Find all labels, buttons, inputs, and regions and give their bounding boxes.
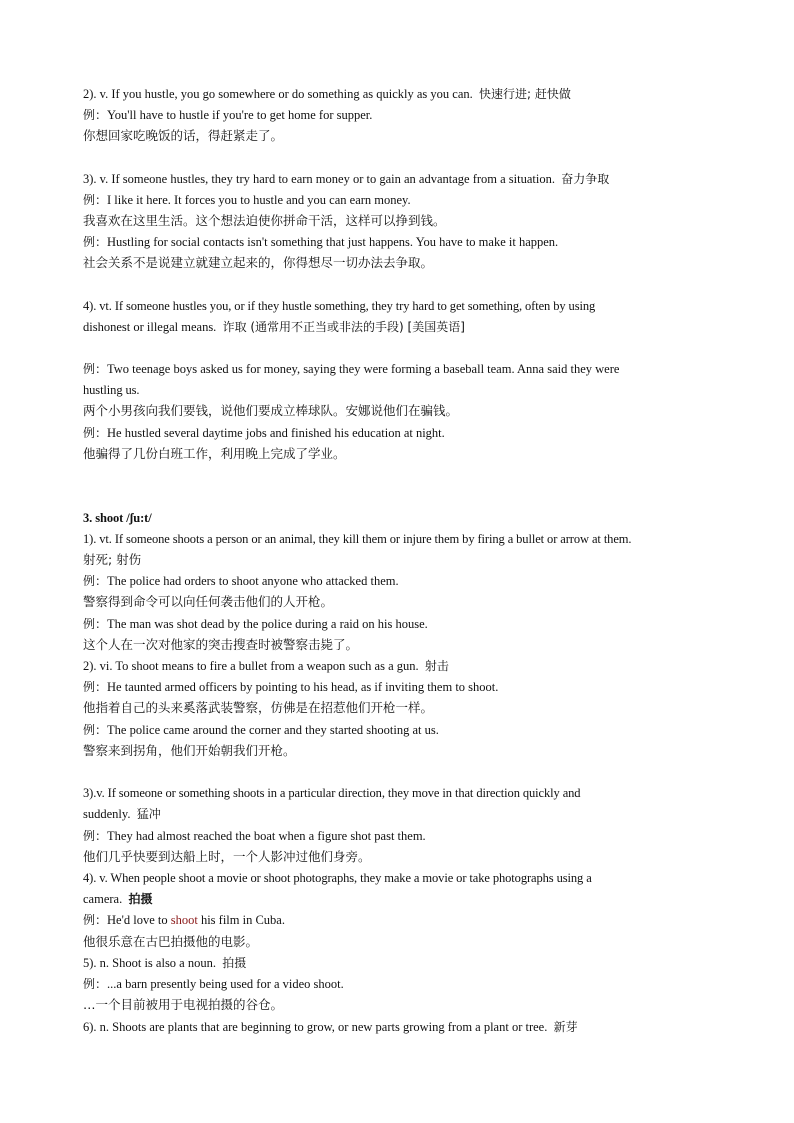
example-zh: 他指着自己的头来奚落武装警察，仿佛是在招惹他们开枪一样。	[83, 700, 434, 715]
definition-en: 4). v. When people shoot a movie or shoot photographs, they make a movie or take photographs using a	[83, 871, 592, 885]
definition-zh: 奋力争取	[561, 172, 610, 186]
definition-zh: 诈取 (通常用不正当或非法的手段) [美国英语]	[222, 320, 465, 334]
definition-zh: 射击	[424, 659, 449, 673]
definition-en: dishonest or illegal means.	[83, 320, 217, 334]
definition-line	[83, 318, 465, 336]
example-en: Two teenage boys asked us for money, saying they were forming a baseball team. Anna said they were	[107, 362, 620, 376]
definition-line	[83, 657, 449, 675]
example-en: hustling us.	[83, 383, 140, 397]
example-label: 例：	[83, 977, 108, 991]
example-label: 例：	[83, 362, 108, 376]
example-line	[83, 721, 439, 739]
example-en: They had almost reached the boat when a figure shot past them.	[107, 829, 426, 843]
example-line	[83, 615, 428, 633]
definition-zh: 拍摄	[222, 956, 247, 970]
definition-line	[83, 890, 152, 908]
definition-zh: 快速行进; 赶快做	[479, 87, 571, 101]
example-label: 例：	[83, 680, 108, 694]
definition-en: 2). vi. To shoot means to fire a bullet from a weapon such as a gun.	[83, 659, 419, 673]
example-en: He hustled several daytime jobs and finished his education at night.	[107, 426, 445, 440]
example-zh: 警察得到命令可以向任何袭击他们的人开枪。	[83, 594, 334, 609]
example-zh: 他很乐意在古巴拍摄他的电影。	[83, 934, 259, 949]
definition-en: 6). n. Shoots are plants that are beginning to grow, or new parts growing from a plant or tree.	[83, 1020, 548, 1034]
example-label: 例：	[83, 574, 108, 588]
example-zh: 两个小男孩向我们要钱，说他们要成立棒球队。安娜说他们在骗钱。	[83, 403, 459, 418]
example-label: 例：	[83, 913, 108, 927]
example-line	[83, 106, 372, 124]
example-zh: 这个人在一次对他家的突击搜查时被警察击毙了。	[83, 637, 359, 652]
example-label: 例：	[83, 235, 108, 249]
definition-zh: 猛冲	[136, 807, 161, 821]
example-label: 例：	[83, 108, 108, 122]
definition-line	[83, 954, 246, 972]
example-en: ...a barn presently being used for a video shoot.	[107, 977, 344, 991]
example-label: 例：	[83, 617, 108, 631]
example-zh: 警察来到拐角，他们开始朝我们开枪。	[83, 743, 296, 758]
example-label: 例：	[83, 426, 108, 440]
example-line	[83, 191, 411, 209]
definition-zh: 新芽	[553, 1020, 578, 1034]
example-en: He taunted armed officers by pointing to his head, as if inviting them to shoot.	[107, 680, 499, 694]
example-zh: …一个目前被用于电视拍摄的谷仓。	[83, 997, 284, 1012]
example-en: Hustling for social contacts isn't something that just happens. You have to make it happen.	[107, 235, 559, 249]
entry-heading: 3. shoot /ʃu:t/	[83, 511, 152, 525]
example-line	[83, 424, 445, 442]
example-en: The police had orders to shoot anyone who attacked them.	[107, 574, 399, 588]
example-en: You'll have to hustle if you're to get home for supper.	[107, 108, 373, 122]
definition-en: suddenly.	[83, 807, 131, 821]
example-en: He'd love to	[107, 913, 171, 927]
highlighted-word: shoot	[170, 913, 198, 927]
definition-zh: 拍摄	[128, 892, 153, 906]
example-zh: 他们几乎快要到达船上时，一个人影冲过他们身旁。	[83, 849, 371, 864]
definition-zh: 射死; 射伤	[83, 552, 142, 567]
definition-line	[83, 85, 571, 103]
example-line	[83, 678, 498, 696]
definition-en: camera.	[83, 892, 123, 906]
definition-en: 1). vt. If someone shoots a person or an animal, they kill them or injure them by firing a bullet or arrow at them.	[83, 532, 632, 546]
definition-en: 2). v. If you hustle, you go somewhere or do something as quickly as you can.	[83, 87, 473, 101]
definition-en: 3).v. If someone or something shoots in a particular direction, they move in that direction quickly and	[83, 786, 581, 800]
example-zh: 你想回家吃晚饭的话，得赶紧走了。	[83, 128, 284, 143]
example-en: his film in Cuba.	[197, 913, 285, 927]
definition-line	[83, 805, 161, 823]
example-line	[83, 572, 399, 590]
definition-en: 3). v. If someone hustles, they try hard to earn money or to gain an advantage from a situation.	[83, 172, 555, 186]
definition-en: 4). vt. If someone hustles you, or if they hustle something, they try hard to get something, often by using	[83, 299, 596, 313]
example-zh: 我喜欢在这里生活。这个想法迫使你拼命干活，这样可以挣到钱。	[83, 213, 446, 228]
example-label: 例：	[83, 829, 108, 843]
definition-line	[83, 1018, 578, 1036]
example-line	[83, 360, 619, 378]
example-line	[83, 233, 558, 251]
example-en: The man was shot dead by the police during a raid on his house.	[107, 617, 428, 631]
definition-line	[83, 170, 609, 188]
example-line	[83, 975, 344, 993]
example-line	[83, 911, 285, 929]
example-zh: 社会关系不是说建立就建立起来的，你得想尽一切办法去争取。	[83, 255, 434, 270]
definition-en: 5). n. Shoot is also a noun.	[83, 956, 216, 970]
example-zh: 他骗得了几份白班工作，利用晚上完成了学业。	[83, 446, 346, 461]
example-en: I like it here. It forces you to hustle and you can earn money.	[107, 193, 411, 207]
example-en: The police came around the corner and they started shooting at us.	[107, 723, 439, 737]
example-label: 例：	[83, 193, 108, 207]
example-line	[83, 827, 426, 845]
example-label: 例：	[83, 723, 108, 737]
